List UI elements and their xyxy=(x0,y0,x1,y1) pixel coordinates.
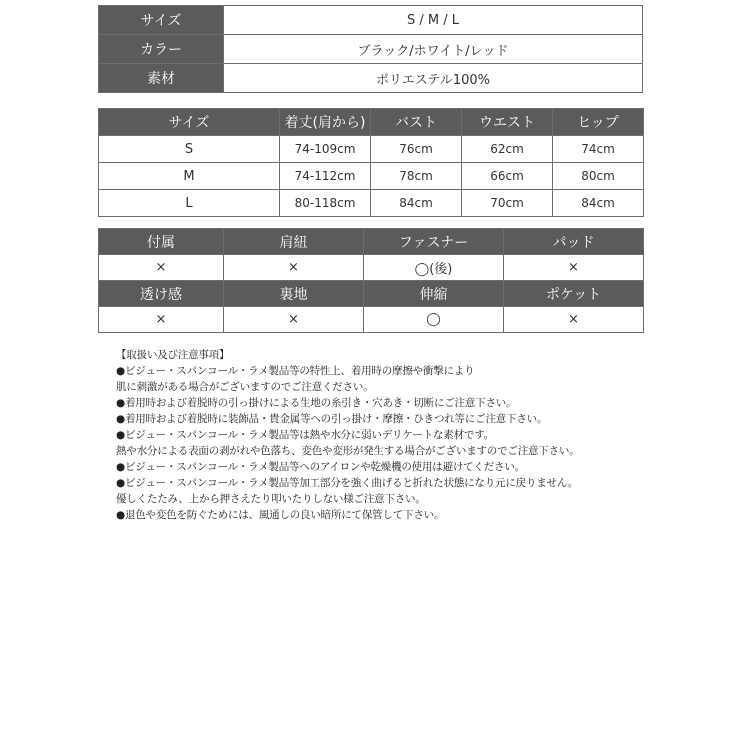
table-cell: S xyxy=(99,136,280,163)
note-line: 熱や水分による表面の剥がれや色落ち、変色や変形が発生する場合がございますのでご注意下さい。 xyxy=(116,445,580,457)
attribute-header: 伸縮 xyxy=(364,281,504,307)
table-cell: 84cm xyxy=(371,190,462,217)
spec-row-color xyxy=(99,35,643,64)
note-line: ●退色や変色を防ぐためには、風通しの良い暗所にて保管して下さい。 xyxy=(116,509,445,521)
attribute-value: ◯ xyxy=(364,307,504,333)
table-cell: 66cm xyxy=(462,163,553,190)
spec-value: ブラック/ホワイト/レッド xyxy=(224,35,643,64)
note-line: ●ビジュー・スパンコール・ラメ製品等は熱や水分に弱いデリケートな素材です。 xyxy=(116,429,494,441)
column-header: ウエスト xyxy=(462,109,553,136)
care-notes xyxy=(116,347,716,523)
attribute-value: × xyxy=(504,255,644,281)
spec-value: S / M / L xyxy=(224,6,643,35)
table-cell: 80cm xyxy=(553,163,644,190)
attributes-header-row xyxy=(99,229,644,255)
attribute-value: ◯(後) xyxy=(364,255,504,281)
table-cell: 74cm xyxy=(553,136,644,163)
spec-row-size xyxy=(99,6,643,35)
spec-label: 素材 xyxy=(99,64,224,93)
table-cell: 62cm xyxy=(462,136,553,163)
table-row xyxy=(99,163,644,190)
table-row xyxy=(99,190,644,217)
attribute-header: 付属 xyxy=(99,229,224,255)
note-line: 優しくたたみ、上から押さえたり叩いたりしない様ご注意下さい。 xyxy=(116,493,426,505)
attribute-header: ポケット xyxy=(504,281,644,307)
note-line: ●着用時および着脱時に装飾品・貴金属等への引っ掛け・摩擦・ひきつれ等にご注意下さい。 xyxy=(116,413,548,425)
attribute-value: × xyxy=(504,307,644,333)
attribute-header: 肩紐 xyxy=(224,229,364,255)
attributes-value-row xyxy=(99,307,644,333)
attribute-value: × xyxy=(99,307,224,333)
size-table-header xyxy=(99,109,644,136)
spec-table xyxy=(98,5,643,93)
attribute-header: パッド xyxy=(504,229,644,255)
note-line: 肌に刺激がある場合がございますのでご注意ください。 xyxy=(116,381,374,393)
attribute-header: 裏地 xyxy=(224,281,364,307)
column-header: バスト xyxy=(371,109,462,136)
note-line: ●ビジュー・スパンコール・ラメ製品等の特性上、着用時の摩擦や衝撃により xyxy=(116,365,475,377)
attribute-header: 透け感 xyxy=(99,281,224,307)
attributes-header-row xyxy=(99,281,644,307)
size-table xyxy=(98,108,644,217)
spec-row-material xyxy=(99,64,643,93)
table-cell: L xyxy=(99,190,280,217)
spec-label: サイズ xyxy=(99,6,224,35)
attributes-value-row xyxy=(99,255,644,281)
table-cell: 74-112cm xyxy=(280,163,371,190)
note-line: ●着用時および着脱時の引っ掛けによる生地の糸引き・穴あき・切断にご注意下さい。 xyxy=(116,397,517,409)
note-line: ●ビジュー・スパンコール・ラメ製品等加工部分を強く曲げると折れた状態になり元に戻りません。 xyxy=(116,477,579,489)
table-cell: 76cm xyxy=(371,136,462,163)
attributes-table xyxy=(98,228,644,333)
spec-value: ポリエステル100% xyxy=(224,64,643,93)
table-row xyxy=(99,136,644,163)
table-cell: 74-109cm xyxy=(280,136,371,163)
column-header: ヒップ xyxy=(553,109,644,136)
column-header: サイズ xyxy=(99,109,280,136)
table-cell: 70cm xyxy=(462,190,553,217)
attribute-value: × xyxy=(224,255,364,281)
notes-heading: 【取扱い及び注意事項】 xyxy=(116,349,230,361)
table-cell: 84cm xyxy=(553,190,644,217)
table-cell: 80-118cm xyxy=(280,190,371,217)
attribute-value: × xyxy=(224,307,364,333)
spec-label: カラー xyxy=(99,35,224,64)
note-line: ●ビジュー・スパンコール・ラメ製品等へのアイロンや乾燥機の使用は避けてください。 xyxy=(116,461,525,473)
column-header: 着丈(肩から) xyxy=(280,109,371,136)
table-cell: 78cm xyxy=(371,163,462,190)
table-cell: M xyxy=(99,163,280,190)
attribute-value: × xyxy=(99,255,224,281)
attribute-header: ファスナー xyxy=(364,229,504,255)
